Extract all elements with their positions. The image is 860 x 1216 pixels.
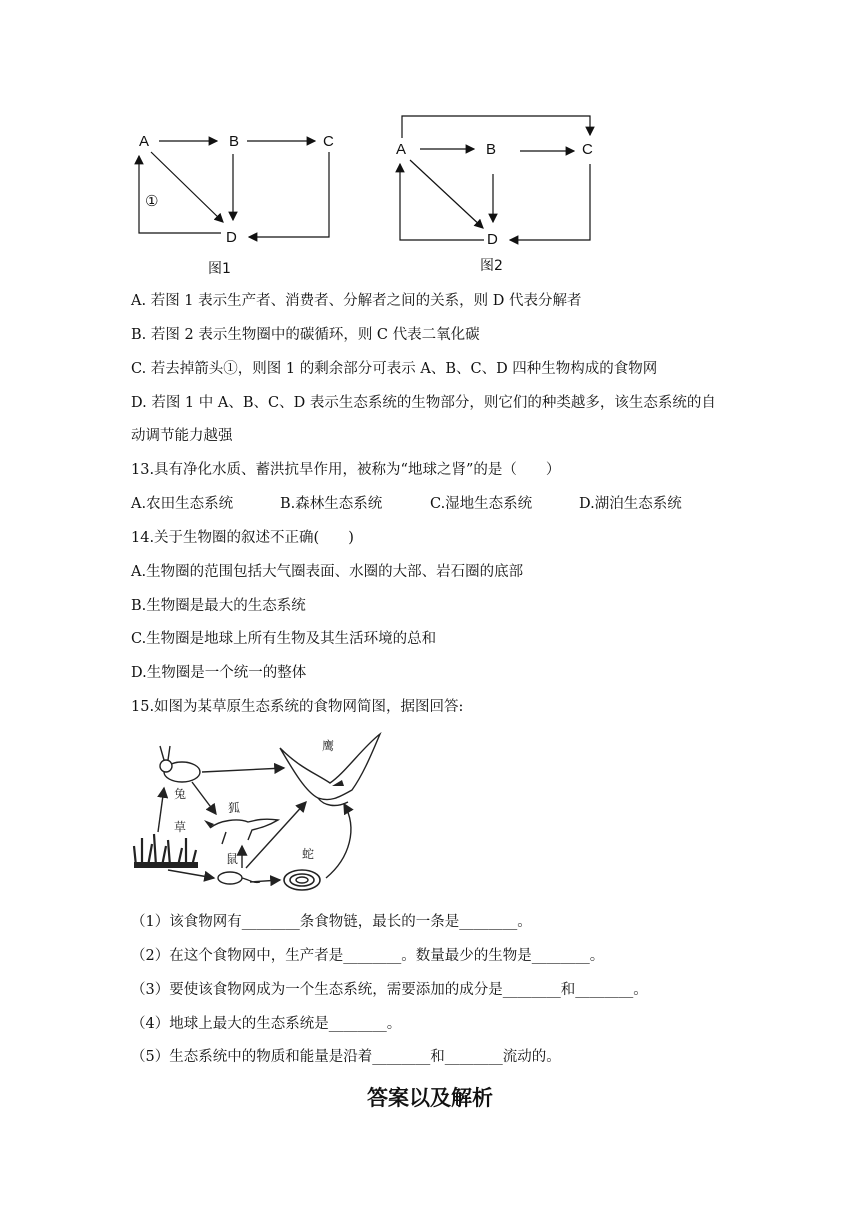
- fig1-arrow-label: ①: [145, 193, 159, 210]
- q14-option-b: B.生物圈是最大的生态系统: [131, 598, 306, 614]
- q15-part-3: （3）要使该食物网成为一个生态系统，需要添加的成分是________和________。: [131, 982, 648, 998]
- q13-option-a: A.农田生态系统: [131, 496, 234, 512]
- fig1-arrow-c-d: [249, 152, 329, 237]
- fig1-arrow-a-d: [151, 152, 223, 222]
- rabbit-icon: [160, 746, 200, 782]
- q13-option-b: B.森林生态系统: [280, 496, 383, 512]
- fig2-node-d: D: [487, 231, 498, 248]
- arrow-snake-eagle: [326, 804, 351, 878]
- arrow-grass-rabbit: [158, 788, 164, 832]
- fig1-node-d: D: [226, 229, 237, 246]
- figure-2: [388, 108, 618, 278]
- fig2-arrow-a-d: [410, 160, 483, 228]
- arrow-rabbit-fox: [192, 782, 216, 814]
- q12-option-c: C. 若去掉箭头①，则图 1 的剩余部分可表示 A、B、C、D 四种生物构成的食物网: [131, 361, 658, 377]
- q14-option-a: A.生物圈的范围包括大气圈表面、水圈的大部、岩石圈的底部: [131, 564, 524, 580]
- q13-option-d: D.湖泊生态系统: [579, 496, 682, 512]
- snake-icon: [284, 870, 320, 890]
- rabbit-label: 兔: [174, 787, 187, 801]
- fig1-node-c: C: [323, 133, 334, 150]
- q14-stem: 14.关于生物圈的叙述不正确( ): [131, 530, 354, 546]
- grass-label: 草: [174, 820, 187, 834]
- q12-option-d: D. 若图 1 中 A、B、C、D 表示生态系统的生物部分，则它们的种类越多，该生态系统的自: [131, 395, 716, 411]
- fig1-node-a: A: [139, 133, 150, 150]
- figure-1: [125, 122, 355, 282]
- snake-label: 蛇: [302, 847, 315, 861]
- q15-part-2: （2）在这个食物网中，生产者是________。数量最少的生物是________。: [131, 948, 605, 964]
- q13-stem: 13.具有净化水质、蓄洪抗旱作用，被称为“地球之肾”的是（ ）: [131, 462, 561, 478]
- q12-option-b: B. 若图 2 表示生物圈中的碳循环，则 C 代表二氧化碳: [131, 327, 480, 343]
- grass-icon: [134, 834, 198, 868]
- arrow-rabbit-eagle: [202, 768, 284, 772]
- fig2-arrow-d-a: [400, 164, 484, 240]
- mouse-label: 鼠: [226, 852, 239, 866]
- arrow-grass-mouse: [168, 870, 214, 878]
- eagle-label: 鹰: [322, 739, 335, 753]
- q14-option-d: D.生物圈是一个统一的整体: [131, 665, 307, 681]
- fig2-node-c: C: [582, 141, 593, 158]
- arrow-mouse-snake: [250, 880, 280, 882]
- q13-option-c: C.湿地生态系统: [430, 496, 533, 512]
- q12-option-a: A. 若图 1 表示生产者、消费者、分解者之间的关系，则 D 代表分解者: [131, 293, 582, 309]
- food-web-figure: [130, 728, 390, 900]
- q12-option-d-cont: 动调节能力越强: [131, 428, 233, 444]
- fig2-node-a: A: [396, 141, 407, 158]
- q14-option-c: C.生物圈是地球上所有生物及其生活环境的总和: [131, 631, 437, 647]
- fig2-arrow-c-d: [510, 164, 590, 240]
- fox-label: 狐: [228, 801, 241, 815]
- fig2-caption: 图2: [480, 258, 503, 274]
- answers-heading: 答案以及解析: [367, 1086, 493, 1110]
- fig2-node-b: B: [486, 141, 497, 158]
- fig1-caption: 图1: [208, 261, 231, 277]
- q15-part-4: （4）地球上最大的生态系统是________。: [131, 1016, 402, 1032]
- fig1-node-b: B: [229, 133, 240, 150]
- q15-stem: 15.如图为某草原生态系统的食物网简图，据图回答:: [131, 699, 464, 715]
- fox-icon: [204, 819, 278, 844]
- fig2-arrow-a-c-top: [402, 116, 590, 138]
- q15-part-1: （1）该食物网有________条食物链，最长的一条是________。: [131, 914, 532, 930]
- arrow-mouse-eagle: [246, 802, 306, 868]
- q15-part-5: （5）生态系统中的物质和能量是沿着________和________流动的。: [131, 1049, 561, 1065]
